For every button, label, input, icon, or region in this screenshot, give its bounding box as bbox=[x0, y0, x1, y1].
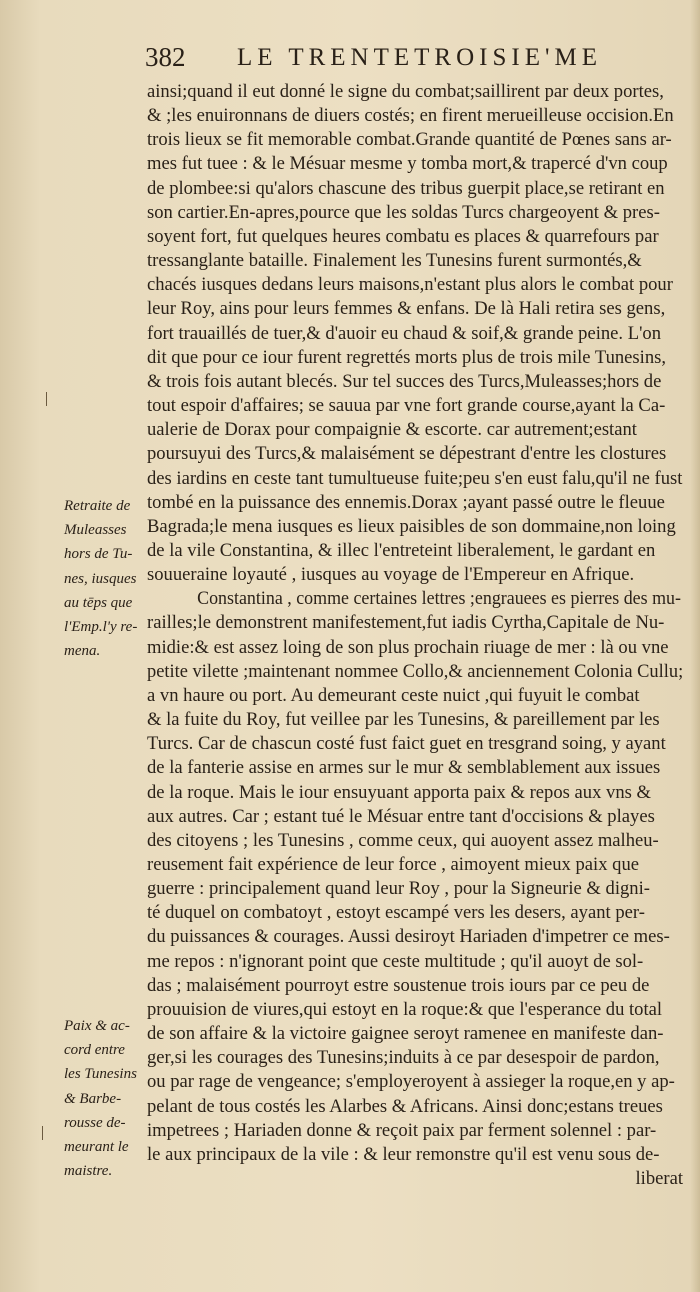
text-line: leur Roy, ains pour leurs femmes & enfans. De là Hali retira ses gens, bbox=[147, 298, 666, 320]
text-line: té duquel on combatoyt , estoyt escampé vers les desers, ayant per- bbox=[147, 902, 645, 924]
margin-mark bbox=[46, 392, 47, 406]
text-line: de plombee:si qu'alors chascune des tribus guerpit place,se retirant en bbox=[147, 177, 665, 199]
text-line: de la roque. Mais le iour ensuyuant apporta paix & repos aux vns & bbox=[147, 781, 651, 803]
text-line: poursuyui des Turcs,& malaisément se dépestrant d'entre les clostures bbox=[147, 443, 667, 465]
margin-note-line: au tēps que bbox=[64, 594, 133, 611]
margin-note-line: cord entre bbox=[64, 1042, 125, 1059]
running-title: LE TRENTETROISIE'ME bbox=[237, 44, 602, 71]
text-line: chacés iusques dedans leurs maisons,n'estant plus alors le combat pour bbox=[147, 274, 673, 296]
text-line: des iardins en ceste tant tumultueuse fuite;peu s'en eust falu,qu'il ne fust bbox=[147, 467, 683, 489]
text-line: de la fanterie assise en armes sur le mur & semblablement aux issues bbox=[147, 757, 661, 779]
text-line: impetrees ; Hariaden donne & reçoit paix par ferment solennel : par- bbox=[147, 1119, 657, 1141]
text-line: tout espoir d'affaires; se sauua par vne fort grande course,ayant la Ca- bbox=[147, 395, 666, 417]
text-line: trois lieux se fit memorable combat.Grande quantité de Pœnes sans ar- bbox=[147, 129, 672, 151]
margin-note-line: nes, iusques bbox=[64, 570, 137, 587]
margin-note-line: & Barbe- bbox=[64, 1090, 122, 1107]
margin-note-line: mena. bbox=[64, 643, 101, 660]
text-line: prouuision de viures,qui estoyt en la roque:& que l'esperance du total bbox=[147, 998, 663, 1020]
text-line: Constantina , comme certaines lettres ;engrauees es pierres des mu- bbox=[197, 588, 681, 610]
text-line: soyent fort, fut quelques heures combatu es places & quarrefours par bbox=[147, 225, 659, 247]
text-line: & trois fois autant blecés. Sur tel succes des Turcs,Muleasses;hors de bbox=[147, 370, 662, 392]
text-line: pelant de tous costés les Alarbes & Africans. Ainsi donc;estans treues bbox=[147, 1095, 663, 1117]
catchword: liberat bbox=[635, 1168, 683, 1190]
text-line: me repos : n'ignorant point que ceste multitude ; qu'il auoyt de sol- bbox=[147, 950, 644, 972]
margin-note-line: hors de Tu- bbox=[64, 546, 133, 563]
text-line: souueraine loyauté , iusques au voyage de l'Empereur en Afrique. bbox=[147, 564, 635, 586]
margin-note-line: les Tunesins bbox=[64, 1066, 137, 1083]
text-line: du puissances & courages. Aussi desiroyt Hariaden d'impetrer ce mes- bbox=[147, 926, 670, 948]
text-line: tombé en la puissance des ennemis.Dorax ;ayant passé outre le fleuue bbox=[147, 491, 665, 513]
margin-note-line: l'Emp.l'y re- bbox=[64, 619, 138, 636]
text-line: de son affaire & la victoire gaignee seroyt ramenee en manifeste dan- bbox=[147, 1023, 664, 1045]
page-number: 382 bbox=[145, 42, 186, 72]
text-line: mes fut tuee : & le Mésuar mesme y tomba mort,& trapercé d'vn coup bbox=[147, 153, 668, 175]
text-line: midie:& est assez loing de son plus prochain riuage de mer : là ou vne bbox=[147, 636, 669, 658]
text-line: & ;les enuironnans de diuers costés; en firent merueilleuse occision.En bbox=[147, 105, 674, 127]
text-line: ainsi;quand il eut donné le signe du combat;saillirent par deux portes, bbox=[147, 81, 664, 102]
text-line: railles;le demonstrent manifestement,fut iadis Cyrtha,Capitale de Nu- bbox=[147, 612, 665, 634]
text-line: son cartier.En-apres,pource que les soldas Turcs chargeoyent & pres- bbox=[147, 201, 660, 223]
margin-note-line: rousse de- bbox=[64, 1114, 126, 1131]
margin-mark bbox=[42, 1126, 43, 1140]
text-line: reusement fait expérience de leur force , aimoyent mieux paix que bbox=[147, 854, 639, 875]
margin-note-line: Retraite de bbox=[64, 498, 131, 514]
margin-note-line: Muleasses bbox=[64, 522, 127, 539]
text-line: de la vile Constantina, & illec l'entreteint liberalement, le gardant en bbox=[147, 539, 656, 561]
margin-note-peace bbox=[64, 1014, 146, 1183]
margin-note-retreat bbox=[64, 494, 146, 663]
text-line: das ; malaisément pourroyt estre soustenue trois iours par ce peu de bbox=[147, 974, 650, 996]
margin-note-line: maistre. bbox=[64, 1163, 113, 1180]
text-line: fort trauaillés de tuer,& d'auoir eu chaud & soif,& grande peine. L'on bbox=[147, 322, 662, 344]
text-line: des citoyens ; les Tunesins , comme ceux, qui auoyent assez malheu- bbox=[147, 829, 659, 851]
text-line: & la fuite du Roy, fut veillee par les Tunesins, & pareillement par les bbox=[147, 709, 660, 731]
text-line: Turcs. Car de chascun costé fust faict guet en tresgrand soing, y ayant bbox=[147, 733, 666, 755]
text-line: le aux principaux de la vile : & leur remonstre qu'il est venu sous de- bbox=[147, 1143, 660, 1165]
text-line: tressanglante bataille. Finalement les Tunesins furent surmontés,& bbox=[147, 250, 642, 272]
text-line: petite vilette ;maintenant nommee Collo,& anciennement Colonia Cullu; bbox=[147, 660, 684, 682]
text-line: ou par rage de vengeance; s'employeroyent à assieger la roque,en y ap- bbox=[147, 1071, 675, 1093]
text-line: Bagrada;le mena iusques es lieux paisibles de son dommaine,non loing bbox=[147, 515, 676, 537]
margin-note-line: Paix & ac- bbox=[64, 1018, 130, 1034]
body-text bbox=[147, 80, 683, 1191]
text-line: dit que pour ce iour furent regrettés morts plus de trois mile Tunesins, bbox=[147, 346, 666, 368]
page-header bbox=[145, 42, 665, 76]
text-line: guerre : principalement quand leur Roy , pour la Signeurie & digni- bbox=[147, 878, 650, 900]
margin-note-line: meurant le bbox=[64, 1139, 129, 1156]
text-line: aux autres. Car ; estant tué le Mésuar entre tant d'occisions & playes bbox=[147, 805, 655, 827]
text-line: a vn haure ou port. Au demeurant ceste nuict ,qui fuyuit le combat bbox=[147, 684, 640, 706]
text-line: ger,si les courages des Tunesins;induits à ce par desespoir de pardon, bbox=[147, 1047, 660, 1069]
text-line: ualerie de Dorax pour compaignie & escorte. car autrement;estant bbox=[147, 419, 637, 441]
